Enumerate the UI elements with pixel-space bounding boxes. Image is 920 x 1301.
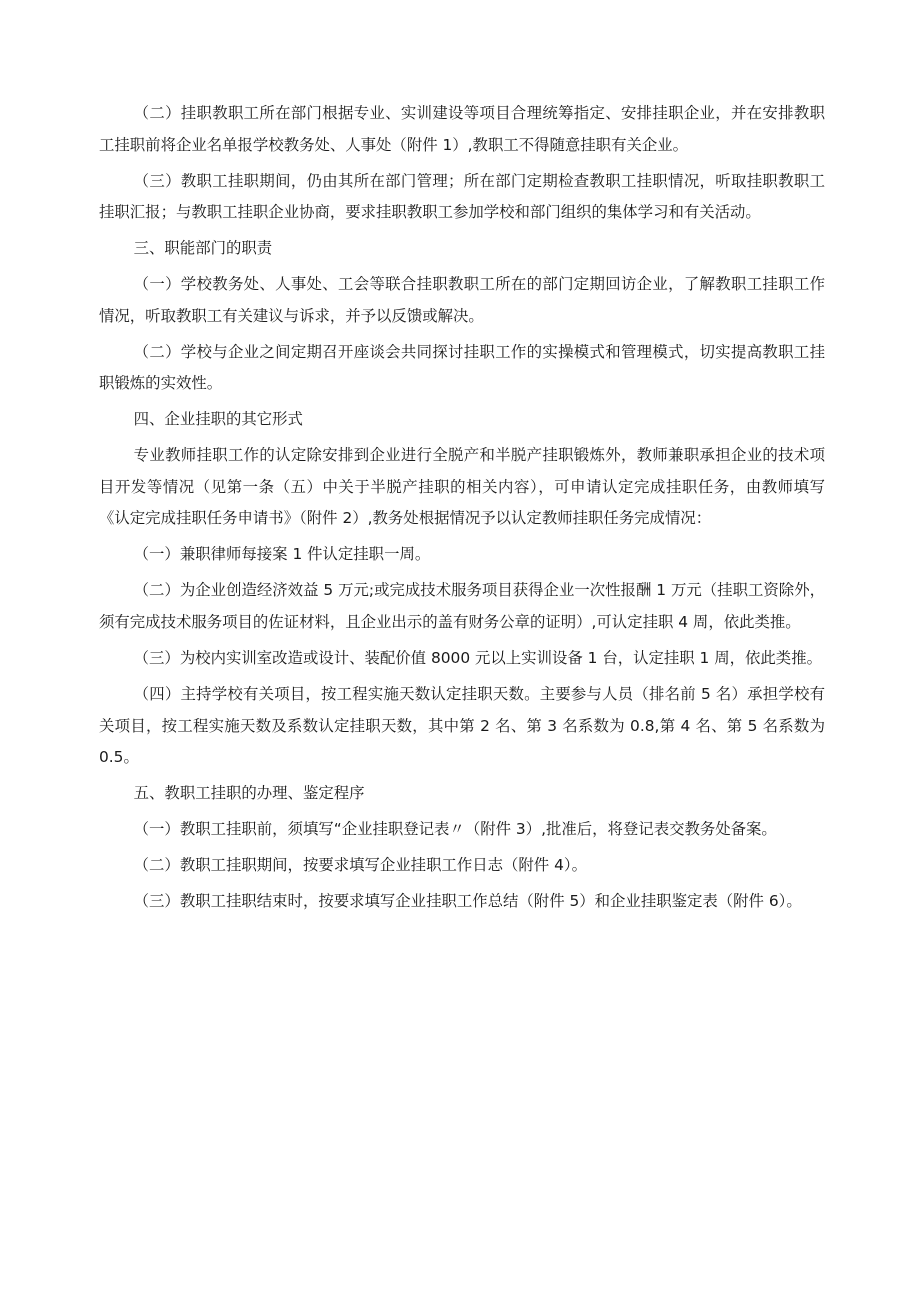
paragraph: （一）学校教务处、人事处、工会等联合挂职教职工所在的部门定期回访企业，了解教职工挂职工作情况，听取教职工有关建议与诉求，并予以反馈或解决。 xyxy=(99,275,825,325)
paragraph: （三）为校内实训室改造或设计、装配价值 8000 元以上实训设备 1 台，认定挂职 1 周，依此类推。 xyxy=(133,649,822,668)
paragraph: （三）教职工挂职期间，仍由其所在部门管理；所在部门定期检查教职工挂职情况，听取挂职教职工挂职汇报；与教职工挂职企业协商，要求挂职教职工参加学校和部门组织的集体学习和有关活动。 xyxy=(99,171,825,222)
section-heading: 五、教职工挂职的办理、鉴定程序 xyxy=(133,784,365,803)
paragraph: （一）教职工挂职前，须填写“企业挂职登记表〃（附件 3）,批准后，将登记表交教务处备案。 xyxy=(133,820,777,839)
paragraph: （四）主持学校有关项目，按工程实施天数认定挂职天数。主要参与人员（排名前 5 名）承担学校有关项目，按工程实施天数及系数认定挂职天数，其中第 2 名、第 3 名系数为 0.8,第 4 名、第 5 名系数为 0.5。 xyxy=(99,685,825,767)
paragraph: （二）为企业创造经济效益 5 万元;或完成技术服务项目获得企业一次性报酬 1 万元（挂职工资除外，须有完成技术服务项目的佐证材料，且企业出示的盖有财务公章的证明）,可认定挂职 4 周，依此类推。 xyxy=(99,581,825,632)
paragraph: （二）挂职教职工所在部门根据专业、实训建设等项目合理统筹指定、安排挂职企业，并在安排教职工挂职前将企业名单报学校教务处、人事处（附件 1）,教职工不得随意挂职有关企业。 xyxy=(99,104,825,154)
paragraph: （三）教职工挂职结束时，按要求填写企业挂职工作总结（附件 5）和企业挂职鉴定表（附件 6）。 xyxy=(133,892,802,911)
paragraph: （二）教职工挂职期间，按要求填写企业挂职工作日志（附件 4）。 xyxy=(133,856,587,875)
paragraph: （二）学校与企业之间定期召开座谈会共同探讨挂职工作的实操模式和管理模式，切实提高教职工挂职锻炼的实效性。 xyxy=(99,342,825,393)
paragraph: （一）兼职律师每接案 1 件认定挂职一周。 xyxy=(133,545,431,564)
section-heading: 四、企业挂职的其它形式 xyxy=(133,410,303,429)
document-body xyxy=(99,98,825,922)
paragraph: 专业教师挂职工作的认定除安排到企业进行全脱产和半脱产挂职锻炼外，教师兼职承担企业的技术项目开发等情况（见第一条（五）中关于半脱产挂职的相关内容），可申请认定完成挂职任务，由教师填写《认定完成挂职任务申请书》（附件 2）,教务处根据情况予以认定教师挂职任务完成情况： xyxy=(99,446,825,528)
section-heading: 三、职能部门的职责 xyxy=(133,239,273,258)
